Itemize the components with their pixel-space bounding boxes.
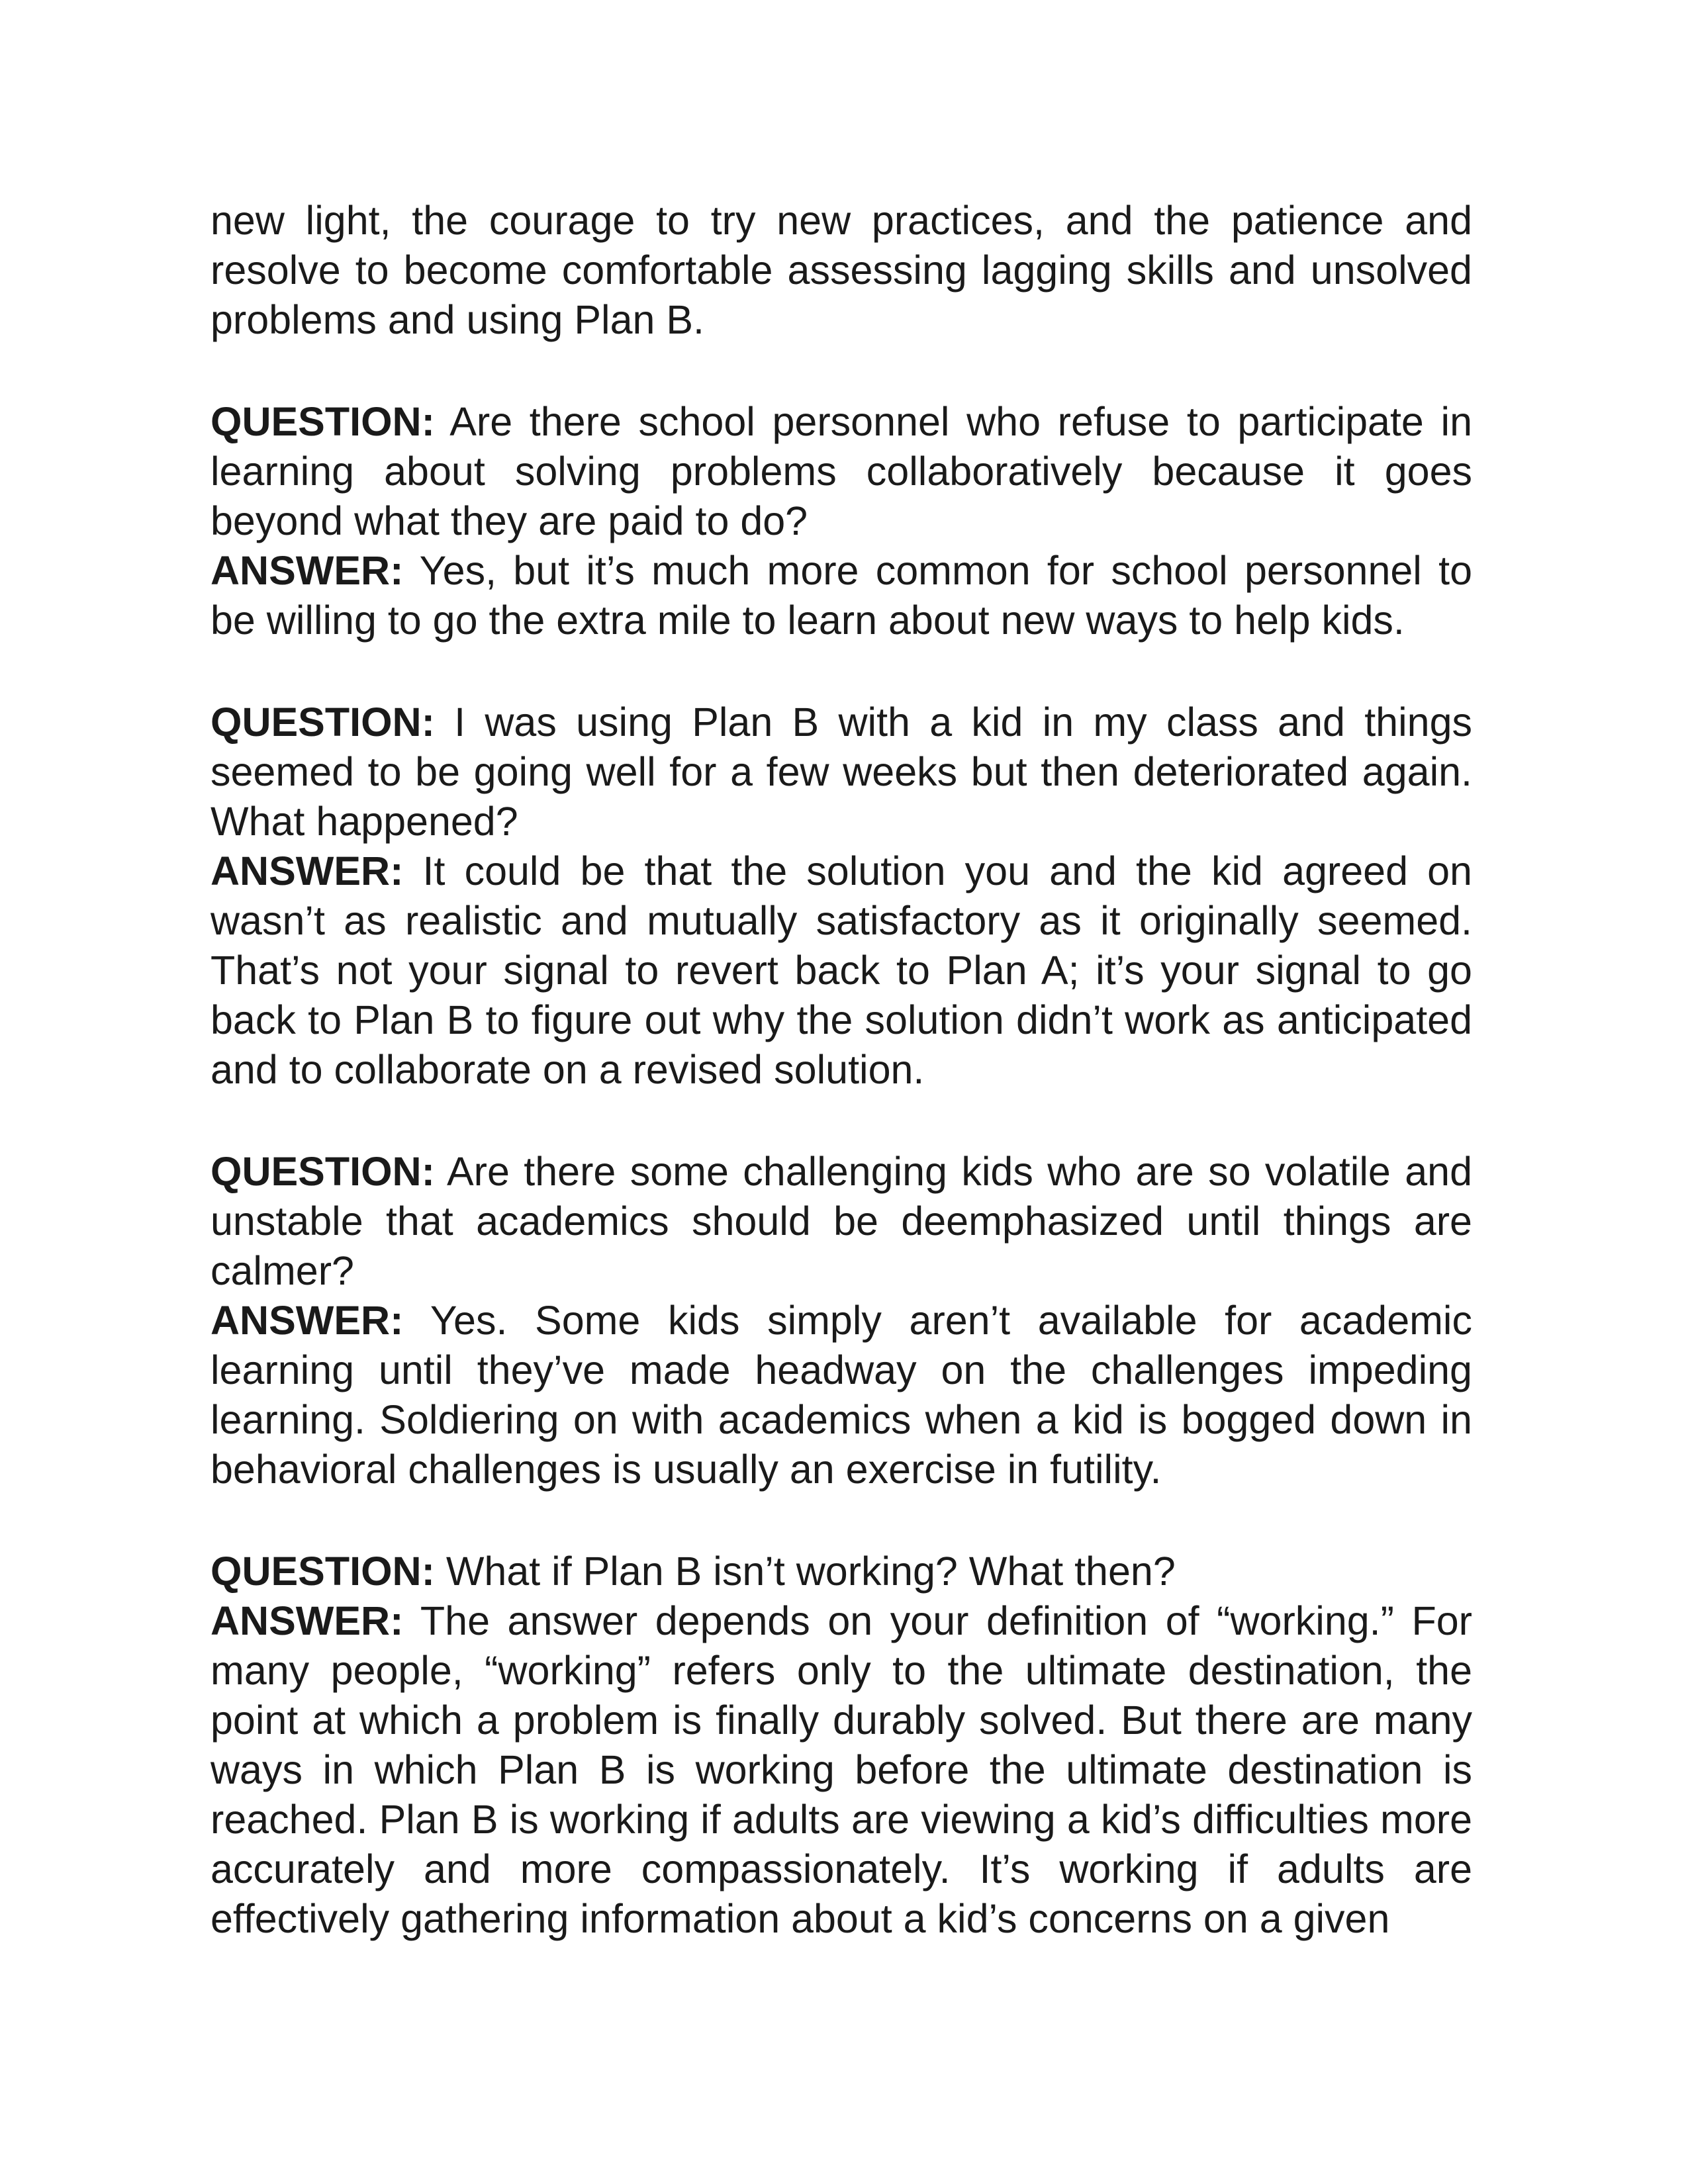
answer-label: ANSWER: (211, 548, 404, 593)
question-text: What if Plan B isn’t working? What then? (434, 1549, 1176, 1594)
answer-paragraph (211, 546, 1472, 645)
answer-text: It could be that the solution you and the kid agreed on wasn’t as realistic and mutually satisfactory as it originally seemed. That’s not your signal to revert back to Plan A; it’s your signal to go back to Plan B to figure out why the solution didn’t work as anticipated and to collaborate on a revised solution. (211, 848, 1472, 1092)
answer-label: ANSWER: (211, 1598, 404, 1643)
answer-paragraph (211, 1296, 1472, 1494)
document-page (211, 196, 1472, 1944)
question-label: QUESTION: (211, 399, 435, 444)
question-paragraph (211, 698, 1472, 846)
answer-text: The answer depends on your definition of “working.” For many people, “working” refers only to the ultimate destination, the point at which a problem is finally durably solved. But there are many ways in which Plan B is working before the ultimate destination is reached. Plan B is working if adults are viewing a kid’s difficulties more accurately and more compassionately. It’s working if adults are effectively gathering information about a kid’s concerns on a given (211, 1598, 1472, 1941)
question-paragraph (211, 1147, 1472, 1296)
question-paragraph (211, 397, 1472, 546)
intro-paragraph: new light, the courage to try new practices, and the patience and resolve to become comfortable assessing lagging skills and unsolved problems and using Plan B. (211, 198, 1472, 342)
question-label: QUESTION: (211, 1549, 435, 1594)
question-label: QUESTION: (211, 700, 435, 745)
answer-text: Yes, but it’s much more common for school personnel to be willing to go the extra mile to learn about new ways to help kids. (211, 548, 1472, 643)
question-text: Are there some challenging kids who are so volatile and unstable that academics should be deemphasized until things are calmer? (211, 1149, 1472, 1293)
answer-label: ANSWER: (211, 848, 404, 893)
question-paragraph (211, 1547, 1472, 1596)
question-text: I was using Plan B with a kid in my class and things seemed to be going well for a few weeks but then deteriorated again. What happened? (211, 700, 1472, 844)
question-label: QUESTION: (211, 1149, 435, 1194)
question-text: Are there school personnel who refuse to participate in learning about solving problems collaboratively because it goes beyond what they are paid to do? (211, 399, 1472, 543)
answer-label: ANSWER: (211, 1298, 404, 1343)
answer-paragraph (211, 846, 1472, 1095)
answer-paragraph (211, 1596, 1472, 1944)
answer-text: Yes. Some kids simply aren’t available for academic learning until they’ve made headway on the challenges impeding learning. Soldiering on with academics when a kid is bogged down in behavioral challenges is usually an exercise in futility. (211, 1298, 1472, 1492)
